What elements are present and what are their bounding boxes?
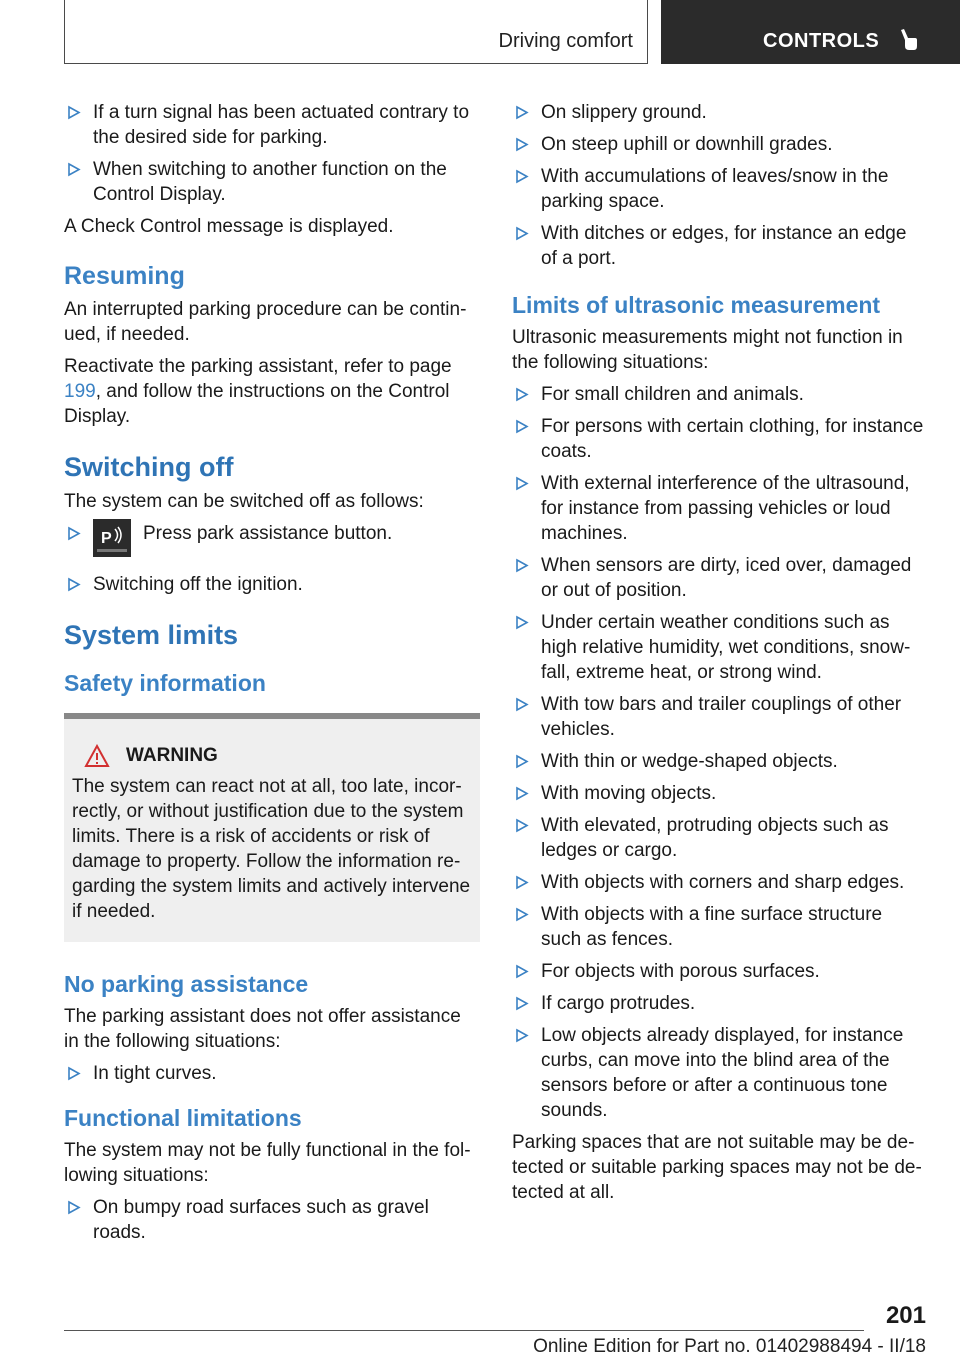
svg-text:P: P [101,530,112,547]
triangle-right-icon [515,1026,529,1045]
functional-intro: The system may not be fully functional in the fol-lowing situations: [64,1140,471,1186]
triangle-right-icon [67,1198,81,1217]
triangle-right-icon [515,873,529,892]
header-section-title: Driving comfort [498,30,633,52]
resuming-text-2: Reactivate the parking assistant, refer to page 199, and follow the instructions on the Control Display. [64,356,452,427]
list-item: With external interference of the ultrasound, for instance from passing vehicles or loud machines. [512,471,926,546]
warning-triangle-icon [84,744,110,768]
header-section-box [64,0,648,64]
ultrasonic-intro: Ultrasonic measurements might not function in the following situations: [512,327,903,373]
triangle-right-icon [515,474,529,493]
triangle-right-icon [67,575,81,594]
triangle-right-icon [67,1064,81,1083]
triangle-right-icon [67,103,81,122]
list-item: With accumulations of leaves/snow in the parking space. [512,164,926,214]
list-item: For persons with certain clothing, for instance coats. [512,414,926,464]
page-number: 201 [885,1302,926,1329]
heading-switching-off: Switching off [64,452,234,482]
pointing-hand-icon [897,28,919,52]
triangle-right-icon [515,385,529,404]
triangle-right-icon [67,524,81,543]
triangle-right-icon [515,905,529,924]
triangle-right-icon [515,224,529,243]
heading-no-parking-assistance: No parking assistance [64,971,309,997]
list-item: With objects with a fine surface structure such as fences. [512,902,926,952]
list-item: When switching to another function on the Control Display. [64,157,480,207]
triangle-right-icon [515,103,529,122]
no-parking-list [64,1061,480,1086]
list-item: If cargo protrudes. [512,991,926,1016]
list-item: In tight curves. [64,1061,480,1086]
heading-safety-information: Safety information [64,670,266,696]
switching-list [64,521,480,597]
list-item: With thin or wedge-shaped objects. [512,749,926,774]
left-top-list [64,100,480,207]
functional-list [64,1195,480,1245]
triangle-right-icon [515,962,529,981]
list-item: Under certain weather conditions such as high relative humidity, wet conditions, snow-fall, extreme heat, or strong wind. [512,610,926,685]
triangle-right-icon [515,816,529,835]
closing-text: Parking spaces that are not suitable may be de-tected or suitable parking spaces may not be de-tected at all. [512,1132,922,1203]
triangle-right-icon [515,556,529,575]
check-control-text: A Check Control message is displayed. [64,216,394,237]
triangle-right-icon [515,135,529,154]
list-item: With moving objects. [512,781,926,806]
triangle-right-icon [515,994,529,1013]
triangle-right-icon [515,613,529,632]
left-column [64,100,480,1252]
footer-divider [64,1330,864,1331]
right-top-list [512,100,926,271]
list-item: Switching off the ignition. [64,572,480,597]
warning-label: WARNING [126,745,218,766]
right-column [512,100,926,1212]
list-item: With elevated, protruding objects such as ledges or cargo. [512,813,926,863]
ultrasonic-list [512,382,926,1123]
heading-resuming: Resuming [64,262,185,290]
list-item: P Press park assistance button. [64,521,480,565]
list-item: With tow bars and trailer couplings of other vehicles. [512,692,926,742]
list-item: When sensors are dirty, iced over, damaged or out of position. [512,553,926,603]
heading-system-limits: System limits [64,620,239,650]
warning-text: The system can react not at all, too late, incor-rectly, or without justification due to the system limits. There is a risk of accidents or risk of damage to property. Follow the information re-garding the system limits and actively intervene if needed. [72,776,471,922]
page-reference-link[interactable]: 199 [64,381,96,402]
triangle-right-icon [515,752,529,771]
list-item: For small children and animals. [512,382,926,407]
triangle-right-icon [515,784,529,803]
no-parking-intro: The parking assistant does not offer assistance in the following situations: [64,1006,461,1052]
list-item: On bumpy road surfaces such as gravel roads. [64,1195,480,1245]
triangle-right-icon [67,160,81,179]
list-item: With ditches or edges, for instance an edge of a port. [512,221,926,271]
heading-ultrasonic-limits: Limits of ultrasonic measurement [512,292,881,318]
edition-text: Online Edition for Part no. 01402988494 - II/18 [533,1336,926,1357]
heading-functional-limitations: Functional limitations [64,1105,302,1131]
resuming-text-1: An interrupted parking procedure can be contin-ued, if needed. [64,299,467,345]
switching-intro: The system can be switched off as follows: [64,491,424,512]
triangle-right-icon [515,167,529,186]
list-item: On steep uphill or downhill grades. [512,132,926,157]
list-item: For objects with porous surfaces. [512,959,926,984]
list-item: Low objects already displayed, for instance curbs, can move into the blind area of the sensors before or after a continuous tone sounds. [512,1023,926,1123]
triangle-right-icon [515,695,529,714]
warning-box [64,713,480,942]
header-chapter-box [661,0,960,64]
header-chapter-title: CONTROLS [763,30,880,52]
park-assist-button-icon [93,519,131,557]
triangle-right-icon [515,417,529,436]
list-item: On slippery ground. [512,100,926,125]
list-item: With objects with corners and sharp edges. [512,870,926,895]
list-item: If a turn signal has been actuated contrary to the desired side for parking. [64,100,480,150]
